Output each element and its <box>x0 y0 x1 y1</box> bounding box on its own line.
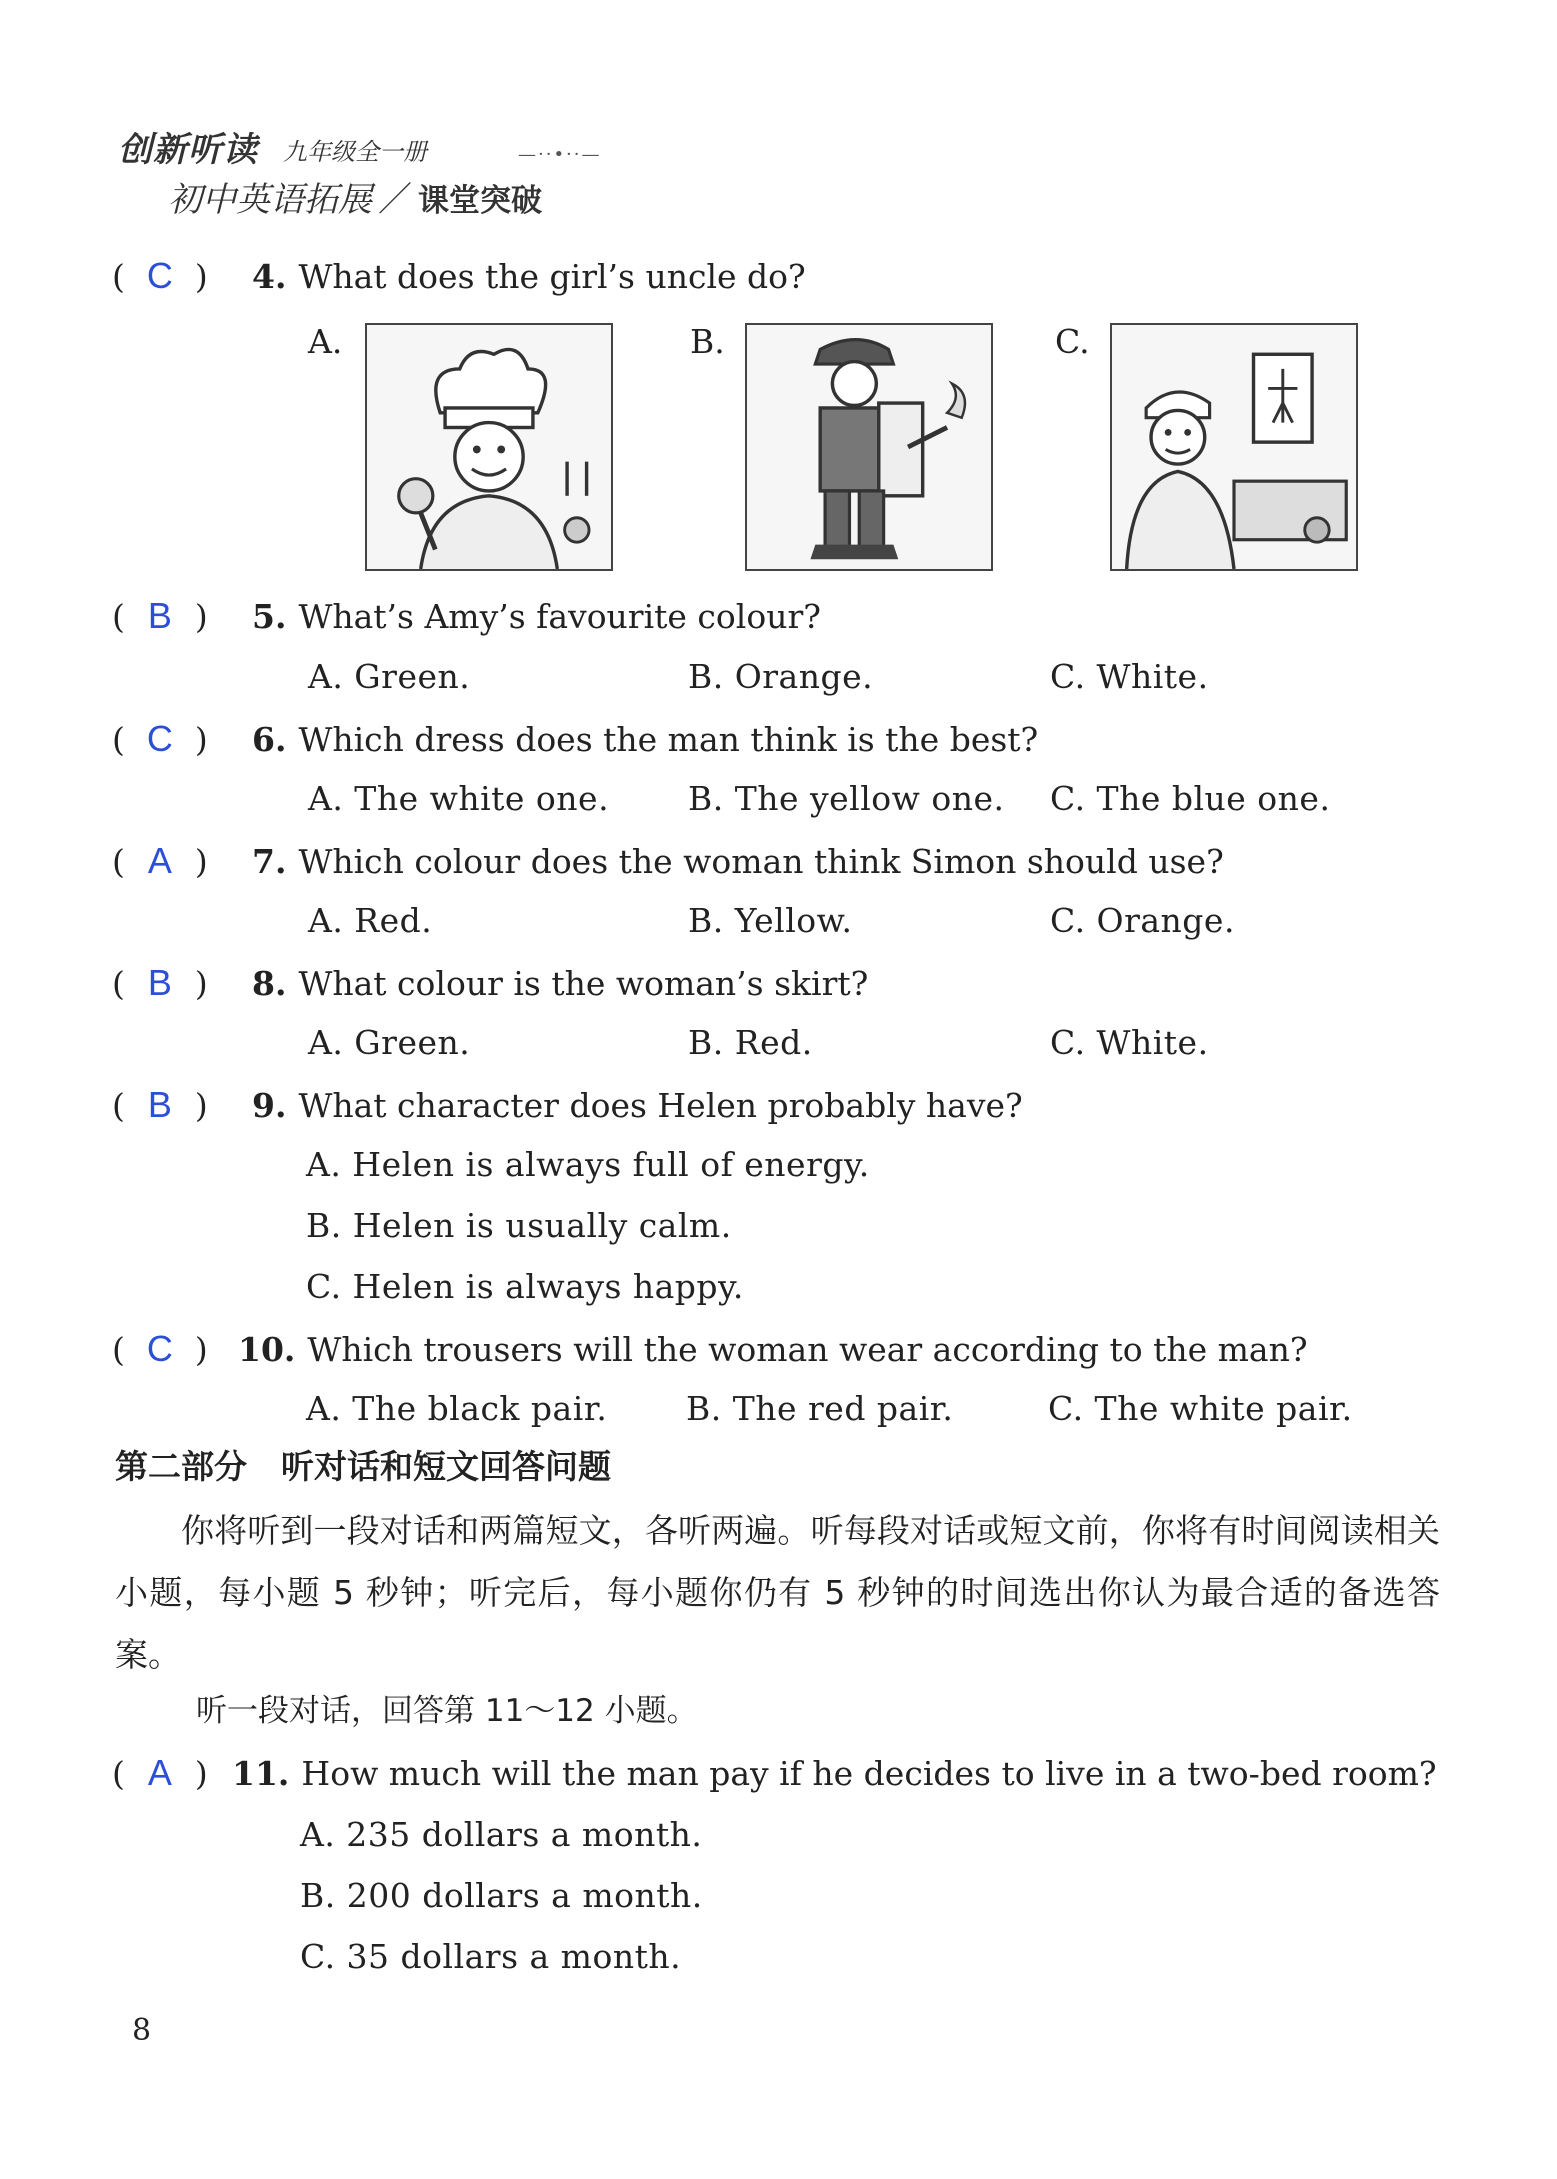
grade-label: 九年级全一册 <box>283 138 427 166</box>
section-intro: 你将听到一段对话和两篇短文，各听两遍。听每段对话或短文前，你将有时间阅读相关小题，每小题 5 秒钟；听完后，每小题你仍有 5 秒钟的时间选出你认为最合适的备选答案。 <box>115 1511 1440 1674</box>
question-9 <box>112 1084 1023 1126</box>
answer-bracket: ( C ) <box>112 718 208 759</box>
question-number: 7. <box>252 842 287 881</box>
answer-bracket: ( C ) <box>112 255 208 296</box>
option-b: B. Orange. <box>688 657 874 696</box>
picture-label-c: C. <box>1055 322 1090 361</box>
option-a: A. Red. <box>308 901 433 940</box>
listening-instruction: 听一段对话，回答第 11～12 小题。 <box>196 1693 698 1729</box>
subtitle-main: 初中英语拓展 <box>168 180 372 220</box>
option-b: B. Red. <box>688 1023 813 1062</box>
answer: B <box>147 1084 172 1125</box>
header-subtitle <box>168 172 542 221</box>
section-subtitle: 听对话和短文回答问题 <box>281 1447 611 1486</box>
question-number: 4. <box>252 257 287 296</box>
answer: C <box>146 1328 173 1369</box>
option-b: B. The yellow one. <box>688 779 1005 818</box>
option-a: A. The black pair. <box>306 1389 608 1428</box>
answer-bracket: ( B ) <box>112 962 208 1003</box>
question-text: Which colour does the woman think Simon should use? <box>298 842 1224 881</box>
question-text: What does the girl’s uncle do? <box>298 257 806 296</box>
picture-label-b: B. <box>690 322 725 361</box>
question-text: What character does Helen probably have? <box>298 1086 1023 1125</box>
firefighter-picture <box>745 323 993 571</box>
question-5 <box>112 595 821 637</box>
question-number: 9. <box>252 1086 287 1125</box>
option-c: C. White. <box>1050 657 1209 696</box>
answer-bracket: ( A ) <box>112 840 208 881</box>
page-number: 8 <box>132 2013 152 2048</box>
option-c: C. The white pair. <box>1048 1389 1353 1428</box>
question-number: 11. <box>232 1754 290 1793</box>
answer: A <box>147 1752 172 1793</box>
answer-bracket: ( B ) <box>112 1084 208 1125</box>
option-a: A. 235 dollars a month. <box>300 1815 703 1854</box>
option-c: C. 35 dollars a month. <box>300 1937 682 1976</box>
option-b: B. Helen is usually calm. <box>306 1206 732 1245</box>
question-8 <box>112 962 868 1004</box>
option-a: A. Green. <box>308 657 471 696</box>
question-text: Which dress does the man think is the best? <box>298 720 1039 759</box>
option-c: C. Orange. <box>1050 901 1235 940</box>
answer-bracket: ( B ) <box>112 595 208 636</box>
page-header <box>118 120 638 220</box>
question-text: What’s Amy’s favourite colour? <box>298 597 821 636</box>
question-4 <box>112 255 806 297</box>
question-number: 8. <box>252 964 287 1003</box>
answer-bracket: ( C ) <box>112 1328 208 1369</box>
option-a: A. The white one. <box>308 779 610 818</box>
option-c: C. White. <box>1050 1023 1209 1062</box>
answer: C <box>146 718 173 759</box>
question-number: 10. <box>238 1330 296 1369</box>
option-b: B. 200 dollars a month. <box>300 1876 703 1915</box>
question-number: 5. <box>252 597 287 636</box>
answer: A <box>147 840 172 881</box>
answer: C <box>146 255 173 296</box>
brand-title: 创新听读 <box>118 130 258 170</box>
question-6 <box>112 718 1038 760</box>
option-c: C. Helen is always happy. <box>306 1267 744 1306</box>
question-7 <box>112 840 1224 882</box>
header-decoration: —··•··— <box>518 144 602 165</box>
option-a: A. Helen is always full of energy. <box>306 1145 870 1184</box>
question-10 <box>112 1328 1308 1370</box>
answer: B <box>147 962 172 1003</box>
question-text: Which trousers will the woman wear according to the man? <box>307 1330 1308 1369</box>
doctor-picture <box>1110 323 1358 571</box>
option-b: B. Yellow. <box>688 901 853 940</box>
question-11 <box>112 1752 1437 1794</box>
question-text: What colour is the woman’s skirt? <box>298 964 869 1003</box>
option-b: B. The red pair. <box>686 1389 954 1428</box>
subtitle-course: 课堂突破 <box>418 183 542 219</box>
option-c: C. The blue one. <box>1050 779 1331 818</box>
question-text: How much will the man pay if he decides to live in a two-bed room? <box>301 1754 1437 1793</box>
option-a: A. Green. <box>308 1023 471 1062</box>
answer-bracket: ( A ) <box>112 1752 208 1793</box>
section-label: 第二部分 <box>115 1447 247 1486</box>
subtitle-slash: ／ <box>378 180 412 220</box>
picture-label-a: A. <box>308 322 343 361</box>
answer: B <box>147 595 172 636</box>
section-title <box>115 1441 611 1488</box>
question-number: 6. <box>252 720 287 759</box>
chef-picture <box>365 323 613 571</box>
